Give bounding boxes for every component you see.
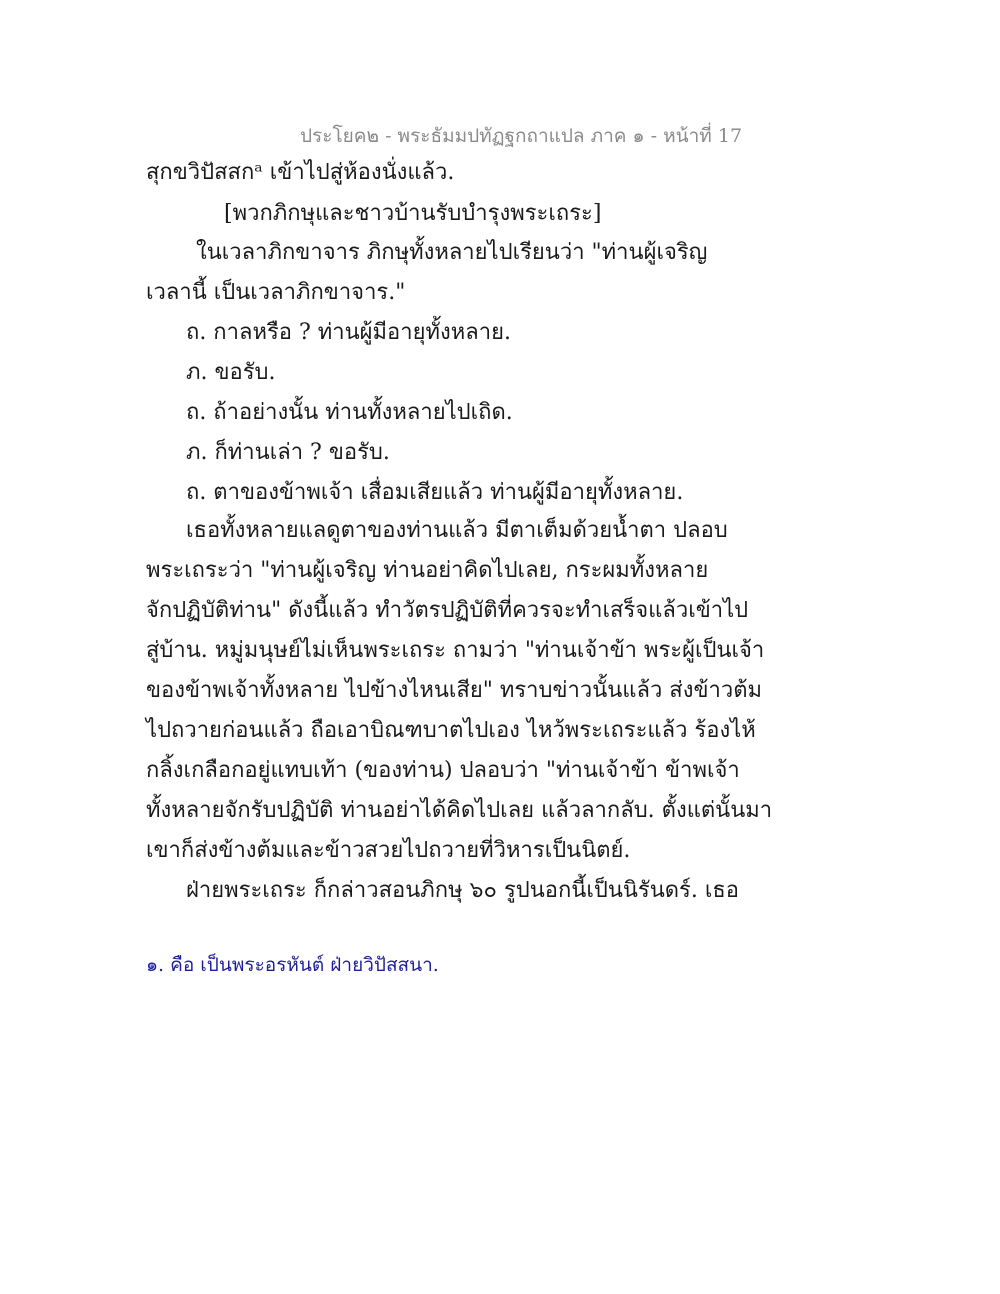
text-line: สุกขวิปัสสกᵃ เข้าไปสู่ห้องนั่งแล้ว.	[146, 160, 455, 185]
text-line: ในเวลาภิกขาจาร ภิกษุทั้งหลายไปเรียนว่า "ท่านผู้เจริญ	[196, 240, 708, 265]
dialogue-line: ถ. ถ้าอย่างนั้น ท่านทั้งหลายไปเถิด.	[186, 400, 513, 425]
text-line: ฝ่ายพระเถระ ก็กล่าวสอนภิกษุ ๖๐ รูปนอกนี้เป็นนิรันดร์. เธอ	[186, 878, 740, 903]
text-line: เธอทั้งหลายแลดูตาของท่านแล้ว มีตาเต็มด้วยน้ำตา ปลอบ	[186, 518, 728, 543]
running-header: ประโยค๒ - พระธัมมปทัฏฐกถาแปล ภาค ๑ - หน้าที่ 17	[300, 125, 743, 147]
text-line: ไปถวายก่อนแล้ว ถือเอาบิณฑบาตไปเอง ไหว้พระเถระแล้ว ร้องไห้	[146, 718, 756, 743]
text-line: พระเถระว่า "ท่านผู้เจริญ ท่านอย่าคิดไปเลย, กระผมทั้งหลาย	[146, 558, 709, 583]
text-line: สู่บ้าน. หมู่มนุษย์ไม่เห็นพระเถระ ถามว่า "ท่านเจ้าข้า พระผู้เป็นเจ้า	[146, 638, 765, 663]
dialogue-line: ภ. ก็ท่านเล่า ? ขอรับ.	[186, 440, 390, 465]
text-line: กลิ้งเกลือกอยู่แทบเท้า (ของท่าน) ปลอบว่า "ท่านเจ้าข้า ข้าพเจ้า	[146, 758, 740, 783]
text-line: เขาก็ส่งข้างต้มและข้าวสวยไปถวายที่วิหารเป็นนิตย์.	[146, 838, 631, 863]
dialogue-line: ภ. ขอรับ.	[186, 360, 276, 385]
dialogue-line: ถ. กาลหรือ ? ท่านผู้มีอายุทั้งหลาย.	[186, 320, 511, 345]
text-line: จักปฏิบัติท่าน" ดังนี้แล้ว ทำวัตรปฏิบัติที่ควรจะทำเสร็จแล้วเข้าไป	[146, 598, 749, 623]
text-line: เวลานี้ เป็นเวลาภิกขาจาร."	[146, 280, 406, 305]
text-line: ทั้งหลายจักรับปฏิบัติ ท่านอย่าได้คิดไปเลย แล้วลากลับ. ตั้งแต่นั้นมา	[146, 798, 773, 823]
footnote: ๑. คือ เป็นพระอรหันต์ ฝ่ายวิปัสสนา.	[146, 954, 439, 976]
dialogue-line: ถ. ตาของข้าพเจ้า เสื่อมเสียแล้ว ท่านผู้มีอายุทั้งหลาย.	[186, 480, 684, 505]
text-line: ของข้าพเจ้าทั้งหลาย ไปข้างไหนเสีย" ทราบข่าวนั้นแล้ว ส่งข้าวต้ม	[146, 678, 763, 703]
section-heading: [พวกภิกษุและชาวบ้านรับบำรุงพระเถระ]	[224, 201, 602, 226]
